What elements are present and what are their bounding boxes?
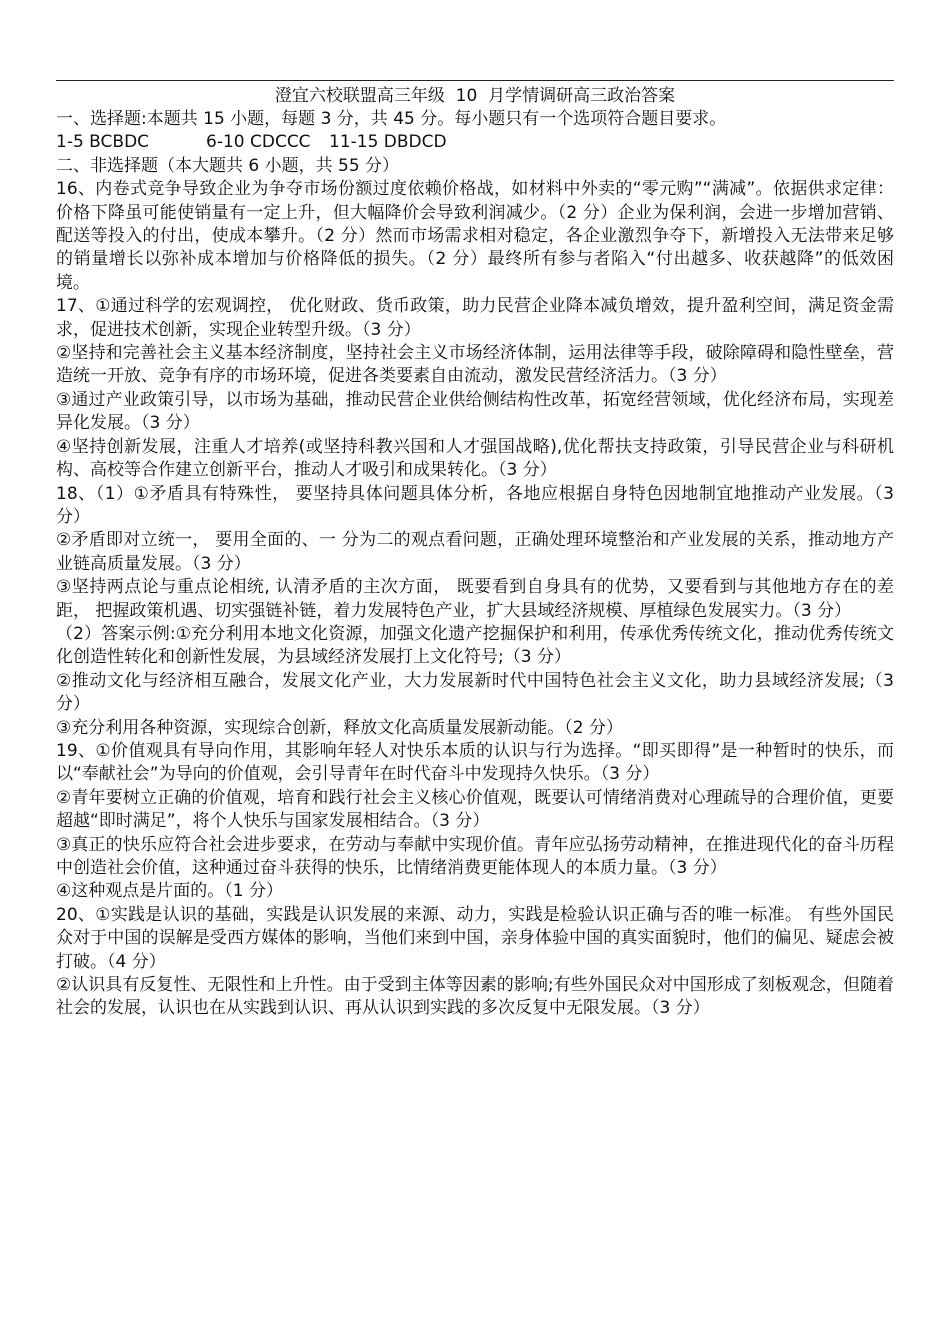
section-1-heading: 一、选择题:本题共 15 小题，每题 3 分，共 45 分。每小题只有一个选项符合题目要求。	[56, 109, 727, 129]
answer-18-2-3: ③充分利用各种资源，实现综合创新，释放文化高质量发展新动能。（2 分）	[56, 717, 623, 738]
answer-group-3: 11-15 DBDCD	[329, 132, 447, 153]
answer-17-2: ②坚持和完善社会主义基本经济制度，坚持社会主义市场经济体制，运用法律等手段，破除障碍和隐性壁垒，营造统一开放、竞争有序的市场环境，促进各类要素自由流动，激发民营经济活力。（3 分）	[56, 343, 894, 387]
answer-group-2: 6-10 CDCCC	[206, 132, 311, 153]
answer-19-2: ②青年要树立正确的价值观，培育和践行社会主义核心价值观，既要认可情绪消费对心理疏导的合理价值，更要超越“即时满足”，将个人快乐与国家发展相结合。（3 分）	[56, 787, 894, 832]
answer-group-1: 1-5 BCBDC	[56, 132, 150, 153]
top-rule	[56, 80, 894, 81]
section-2-heading: 二、非选择题（本大题共 6 小题，共 55 分）	[56, 155, 400, 176]
answer-20-2: ②认识具有反复性、无限性和上升性。由于受到主体等因素的影响;有些外国民众对中国形成了刻板观念，但随着社会的发展，认识也在从实践到认识、再从认识到实践的多次反复中无限发展。（3 分）	[56, 975, 894, 1019]
answer-18-2-2: ②推动文化与经济相互融合，发展文化产业，大力发展新时代中国特色社会主义文化，助力县域经济发展;（3 分）	[56, 670, 894, 715]
answer-18-2-1: （2）答案示例:①充分利用本地文化资源，加强文化遗产挖掘保护和利用，传承优秀传统文化，推动优秀传统文化创造性转化和创新性发展，为县域经济发展打上文化符号;（3 分）	[56, 623, 894, 668]
answer-18-1-1: 18、（1）①矛盾具有特殊性， 要坚持具体问题具体分析，各地应根据自身特色因地制宜地推动产业发展。（3 分）	[56, 483, 894, 527]
answer-20-1: 20、①实践是认识的基础，实践是认识发展的来源、动力，实践是检验认识正确与否的唯一标准。 有些外国民众对于中国的误解是受西方媒体的影响，当他们来到中国，亲身体验中国的真实面貌时，他们的偏见、疑虑会被打破。（4 分）	[56, 904, 894, 972]
answer-18-1-3: ③坚持两点论与重点论相统, 认清矛盾的主次方面， 既要看到自身具有的优势，又要看到与其他地方存在的差距， 把握政策机遇、切实强链补链，着力发展特色产业，扩大县域经济规模、厚植绿色发展实力。（3 分）	[56, 577, 894, 621]
answer-18-1-2: ②矛盾即对立统一， 要用全面的、一 分为二的观点看问题，正确处理环境整治和产业发展的关系，推动地方产业链高质量发展。（3 分）	[56, 530, 894, 574]
answer-17-4: ④坚持创新发展，注重人才培养(或坚持科教兴国和人才强国战略),优化帮扶支持政策，引导民营企业与科研机构、高校等合作建立创新平台，推动人才吸引和成果转化。（3 分）	[56, 436, 894, 481]
page-title: 澄宜六校联盟高三年级 10 月学情调研高三政治答案	[274, 86, 676, 106]
answer-19-4: ④这种观点是片面的。（1 分）	[56, 881, 283, 902]
answer-19-3: ③真正的快乐应符合社会进步要求，在劳动与奉献中实现价值。青年应弘扬劳动精神，在推进现代化的奋斗历程中创造社会价值，这种通过奋斗获得的快乐，比情绪消费更能体现人的本质力量。（3 分）	[56, 834, 894, 878]
document-page	[56, 80, 894, 1021]
answer-17-1: 17、①通过科学的宏观调控， 优化财政、货币政策，助力民营企业降本减负增效，提升盈利空间，满足资金需求，促进技术创新，实现企业转型升级。（3 分）	[56, 296, 894, 340]
answer-16: 16、内卷式竞争导致企业为争夺市场份额过度依赖价格战，如材料中外卖的“零元购”“满减”。依据供求定律：价格下降虽可能使销量有一定上升，但大幅降价会导致利润减少。（2 分）企业为保利润，会进一步增加营销、配送等投入的付出，使成本攀升。（2 分）然而市场需求相对稳定，各企业激烈争夺下，新增投入无法带来足够的销量增长以弥补成本增加与价格降低的损失。（2 分）最终所有参与者陷入“付出越多、收获越降”的低效困境。	[56, 179, 894, 293]
answer-19-1: 19、①价值观具有导向作用，其影响年轻人对快乐本质的认识与行为选择。“即买即得”是一种暂时的快乐，而以“奉献社会”为导向的价值观，会引导青年在时代奋斗中发现持久快乐。（3 分）	[56, 740, 894, 785]
choice-answers	[56, 131, 894, 154]
answer-17-3: ③通过产业政策引导，以市场为基础，推动民营企业供给侧结构性改革，拓宽经营领域，优化经济布局，实现差异化发展。（3 分）	[56, 389, 894, 434]
